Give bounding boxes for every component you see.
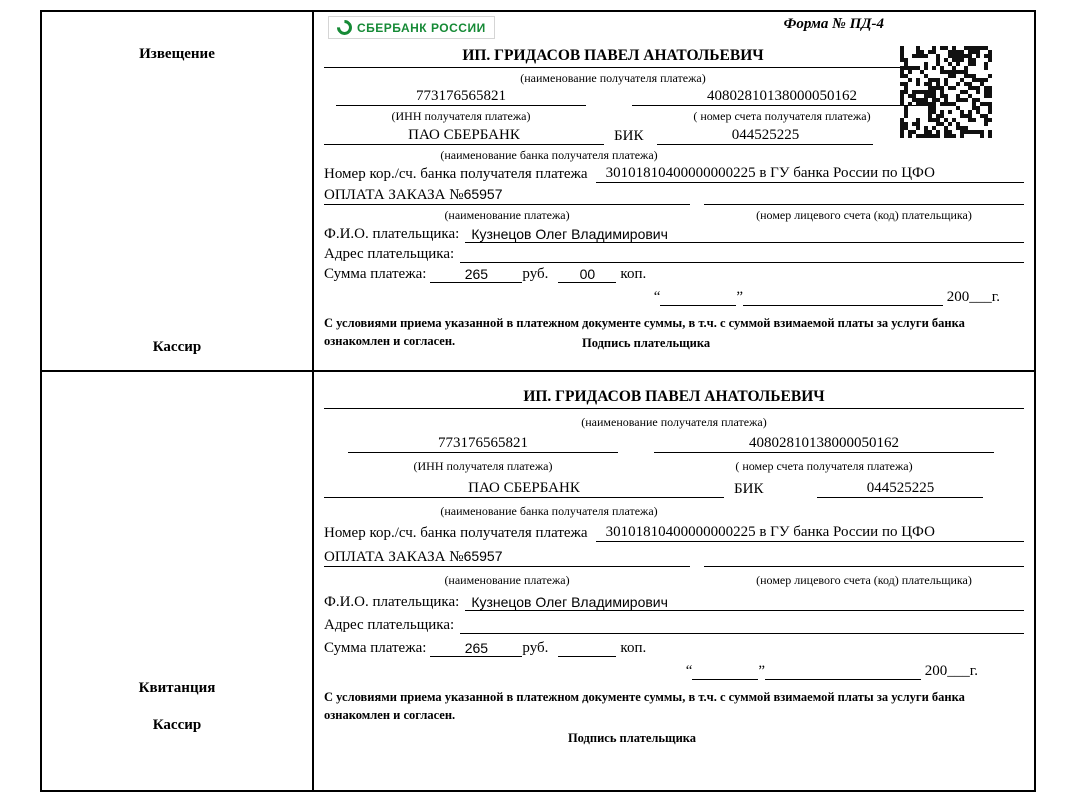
payee-name-value: ИП. ГРИДАСОВ ПАВЕЛ АНАТОЛЬЕВИЧ [324, 388, 1024, 409]
date-month-field [765, 667, 921, 680]
date-row [324, 663, 1024, 680]
quote-open: “ [685, 662, 693, 679]
order-number-value: 65957 [463, 548, 503, 565]
payer-address-label: Адрес плательщика: [324, 245, 455, 262]
payment-caption: (наименование платежа) [444, 208, 570, 223]
rub-label: руб. [522, 265, 549, 282]
quote-close: ” [736, 288, 744, 305]
payer-name-label: Ф.И.О. плательщика: [324, 593, 460, 610]
amount-kop-value [558, 656, 616, 657]
date-month-field [743, 293, 943, 306]
corr-account-value: 30101810400000000225 в ГУ банка России по ЦФО [596, 165, 1024, 183]
payer-name-value: Кузнецов Олег Владимирович [465, 226, 1024, 243]
payment-name-field [324, 548, 690, 567]
payer-address-field [460, 633, 1024, 634]
form-number: Форма № ПД-4 [783, 16, 884, 32]
inn-value: 773176565821 [336, 88, 586, 106]
sberbank-logo-text: СБЕРБАНК РОССИИ [357, 20, 486, 35]
payment-name-field [324, 186, 690, 205]
bank-name-value: ПАО СБЕРБАНК [324, 127, 604, 145]
inn-caption: (ИНН получателя платежа) [413, 459, 553, 474]
bank-name-value: ПАО СБЕРБАНК [324, 480, 724, 498]
agreement-text: С условиями приема указанной в платежном документе суммы, в т.ч. с суммой взимаемой платы за услуги банка ознакомлен и согласен. [324, 315, 965, 349]
cashier-label: Кассир [152, 717, 202, 733]
notice-title: Извещение [139, 46, 215, 62]
qr-code [900, 46, 992, 138]
bik-label: БИК [734, 480, 764, 497]
quote-close: ” [758, 662, 766, 679]
quote-open: “ [653, 288, 661, 305]
personal-account-field [704, 566, 1024, 567]
payment-name-label: ОПЛАТА ЗАКАЗА № [324, 549, 464, 566]
payment-caption: (наименование платежа) [444, 573, 570, 588]
receipt-title: Квитанция [138, 680, 216, 696]
signature-label: Подпись плательщика [582, 336, 711, 351]
account-value: 40802810138000050162 [654, 435, 994, 453]
date-year-suffix: 200___г. [924, 662, 978, 679]
notice-header [324, 16, 1024, 41]
payer-name-value: Кузнецов Олег Владимирович [465, 594, 1024, 611]
signature-label: Подпись плательщика [567, 731, 697, 746]
personal-account-caption: (номер лицевого счета (код) плательщика) [756, 573, 972, 588]
bik-value: 044525225 [817, 480, 983, 498]
notice-footer [324, 314, 1024, 352]
payee-caption: (наименование получателя платежа) [520, 71, 706, 85]
payee-name-value: ИП. ГРИДАСОВ ПАВЕЛ АНАТОЛЬЕВИЧ [324, 47, 902, 68]
inn-caption: (ИНН получателя платежа) [391, 109, 531, 124]
date-day-field [660, 293, 736, 306]
payer-address-label: Адрес плательщика: [324, 616, 455, 633]
account-caption: ( номер счета получателя платежа) [735, 459, 913, 474]
bank-caption: (наименование банка получателя платежа) [440, 147, 658, 162]
bik-value: 044525225 [657, 127, 873, 145]
agreement-text: С условиями приема указанной в платежном документе суммы, в т.ч. с суммой взимаемой платы за услуги банка ознакомлен и согласен. [324, 689, 965, 723]
personal-account-field [704, 204, 1024, 205]
notice-body [314, 12, 1034, 370]
bik-label: БИК [614, 127, 644, 144]
amount-rub-value: 265 [430, 266, 522, 283]
amount-rub-value: 265 [430, 640, 522, 657]
rub-label: руб. [522, 639, 549, 656]
payment-name-label: ОПЛАТА ЗАКАЗА № [324, 187, 464, 204]
sberbank-logo [328, 16, 495, 39]
payment-form-pd4 [40, 10, 1036, 792]
notice-stub [42, 12, 314, 370]
bank-caption: (наименование банка получателя платежа) [440, 503, 658, 518]
date-year-suffix: 200___г. [946, 288, 1000, 305]
personal-account-caption: (номер лицевого счета (код) плательщика) [756, 208, 972, 223]
order-number-value: 65957 [463, 186, 503, 203]
payee-caption: (наименование получателя платежа) [581, 415, 767, 429]
amount-label: Сумма платежа: [324, 265, 427, 282]
corr-account-label: Номер кор./сч. банка получателя платежа [324, 166, 588, 183]
account-value: 40802810138000050162 [632, 88, 932, 106]
corr-account-value: 30101810400000000225 в ГУ банка России по ЦФО [596, 524, 1024, 542]
receipt-section [42, 372, 1034, 790]
account-caption: ( номер счета получателя платежа) [693, 109, 871, 124]
receipt-stub [42, 372, 314, 790]
kop-label: коп. [620, 265, 647, 282]
receipt-body [314, 372, 1034, 790]
inn-value: 773176565821 [348, 435, 618, 453]
cashier-label: Кассир [152, 339, 202, 355]
sberbank-logo-icon [334, 17, 355, 38]
receipt-footer [324, 688, 1024, 747]
date-day-field [692, 667, 758, 680]
corr-account-label: Номер кор./сч. банка получателя платежа [324, 525, 588, 542]
notice-section [42, 12, 1034, 372]
payer-address-field [460, 262, 1024, 263]
amount-kop-value: 00 [558, 266, 616, 283]
date-row [324, 289, 1024, 306]
amount-label: Сумма платежа: [324, 639, 427, 656]
kop-label: коп. [620, 639, 647, 656]
payer-name-label: Ф.И.О. плательщика: [324, 225, 460, 242]
